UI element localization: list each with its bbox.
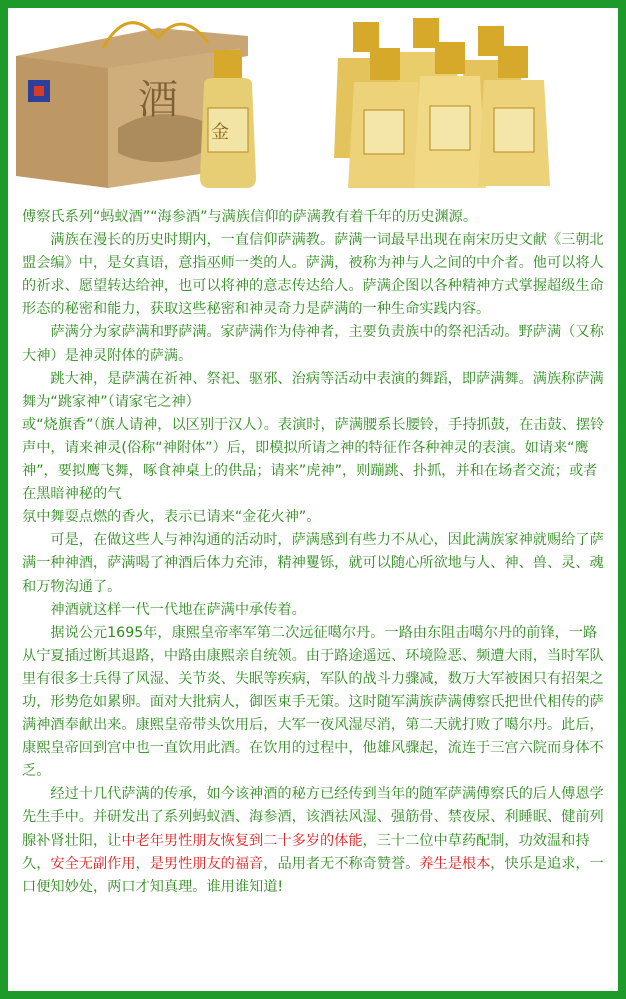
text-span: ，快乐是追求，一口便知妙处，两口才知真理。谁用谁知道! xyxy=(22,855,604,895)
highlight-text: 是男性朋友的福音 xyxy=(149,855,264,872)
text-span: ， xyxy=(135,855,150,872)
article-paragraph: 神酒就这样一代一代地在萨满中承传着。 xyxy=(50,601,306,618)
text-span: 经过十几代萨满的传承，如今该神酒的秘方已经传到当年的随军萨满傅察氏的后人傅恩学先生手中。并研发出了系列蚂蚁酒、海参酒，该酒祛风湿、强筋骨、禁夜尿、利睡眠、健前列腺补肾壮阳，让 xyxy=(22,786,604,849)
text-span: ，三十二位中草药配制，功效温和持久， xyxy=(22,832,590,872)
svg-text:金: 金 xyxy=(211,122,229,143)
article-paragraph: 萨满分为家萨满和野萨满。家萨满作为侍神者，主要负责族中的祭祀活动。野萨满（又称大神）是神灵附体的萨满。 xyxy=(22,324,604,364)
content-frame xyxy=(8,8,618,991)
article-paragraph: 或“烧旗香”（旗人请神，以区别于汉人）。表演时，萨满腰系长腰铃，手持抓鼓，在击鼓、摆铃声中，请来神灵(俗称“神附体”）后，即模拟所请之神的特征作各种神灵的表演。如请来“鹰神”，要拟鹰飞舞，啄食神桌上的供品；请来”虎神”，则蹦跳、扑抓，并和在场者交流；或者在黑暗神秘的气 xyxy=(22,416,605,503)
article-paragraph-final xyxy=(22,783,607,898)
article-paragraph: 可是，在做这些人与神沟通的活动时，萨满感到有些力不从心，因此满族家神就赐给了萨满一种神酒，萨满喝了神酒后体力充沛，精神矍铄，就可以随心所欲地与人、神、兽、灵、魂和万物沟通了。 xyxy=(22,532,604,595)
svg-text:酒: 酒 xyxy=(138,77,178,123)
bottle-group xyxy=(334,18,550,188)
highlight-text: 养生是根本 xyxy=(419,855,491,872)
article-paragraph: 傅察氏系列“蚂蚁酒”“海参酒”与满族信仰的萨满教有着千年的历史渊源。 xyxy=(22,209,478,225)
article-paragraph: 跳大神，是萨满在祈神、祭祀、驱邪、治病等活动中表演的舞蹈，即萨满舞。满族称萨满舞为“跳家神”（请家宅之神） xyxy=(22,370,604,410)
highlight-text: 安全无副作用 xyxy=(50,855,136,872)
highlight-text: 中老年男性朋友恢复到二十多岁的体能 xyxy=(121,832,363,849)
product-photo xyxy=(8,8,618,198)
article-paragraph: 满族在漫长的历史时期内，一直信仰萨满教。萨满一词最早出现在南宋历史文献《三朝北盟会编》中，是女真语，意指巫师一类的人。萨满，被称为神与人之间的中介者。他可以将人的祈求、愿望转达给神，也可以将神的意志传达给人。萨满企图以各种精神方式掌握超级生命形态的秘密和能力，获取这些秘密和神灵奇力是萨满的一种生命实践内容。 xyxy=(22,232,604,318)
text-span: ，品用者无不称奇赞誉。 xyxy=(263,855,420,872)
article-paragraph: 氛中舞耍点燃的香火，表示已请来“金花火神”。 xyxy=(22,509,321,526)
article-body xyxy=(22,206,607,899)
article-paragraph: 据说公元1695年，康熙皇帝率军第二次远征噶尔丹。一路由东阻击噶尔丹的前锋，一路从宁夏插过断其退路，中路由康熙亲自统领。由于路途遥远、环境险恶、频遭大雨，当时军队里有很多士兵得了风湿、关节炎、失眠等疾病，军队的战斗力骤减，数万大军被困只有招架之功，形势危如累卵。面对大批病人，御医束手无策。这时随军满族萨满傅察氏把世代相传的萨满神酒奉献出来。康熙皇帝带头饮用后，大军一夜风湿尽消，第二天就打败了噶尔丹。此后，康熙皇帝回到宫中也一直饮用此酒。在饮用的过程中，他雄风骤起，流连于三宫六院而身体不乏。 xyxy=(22,624,604,780)
